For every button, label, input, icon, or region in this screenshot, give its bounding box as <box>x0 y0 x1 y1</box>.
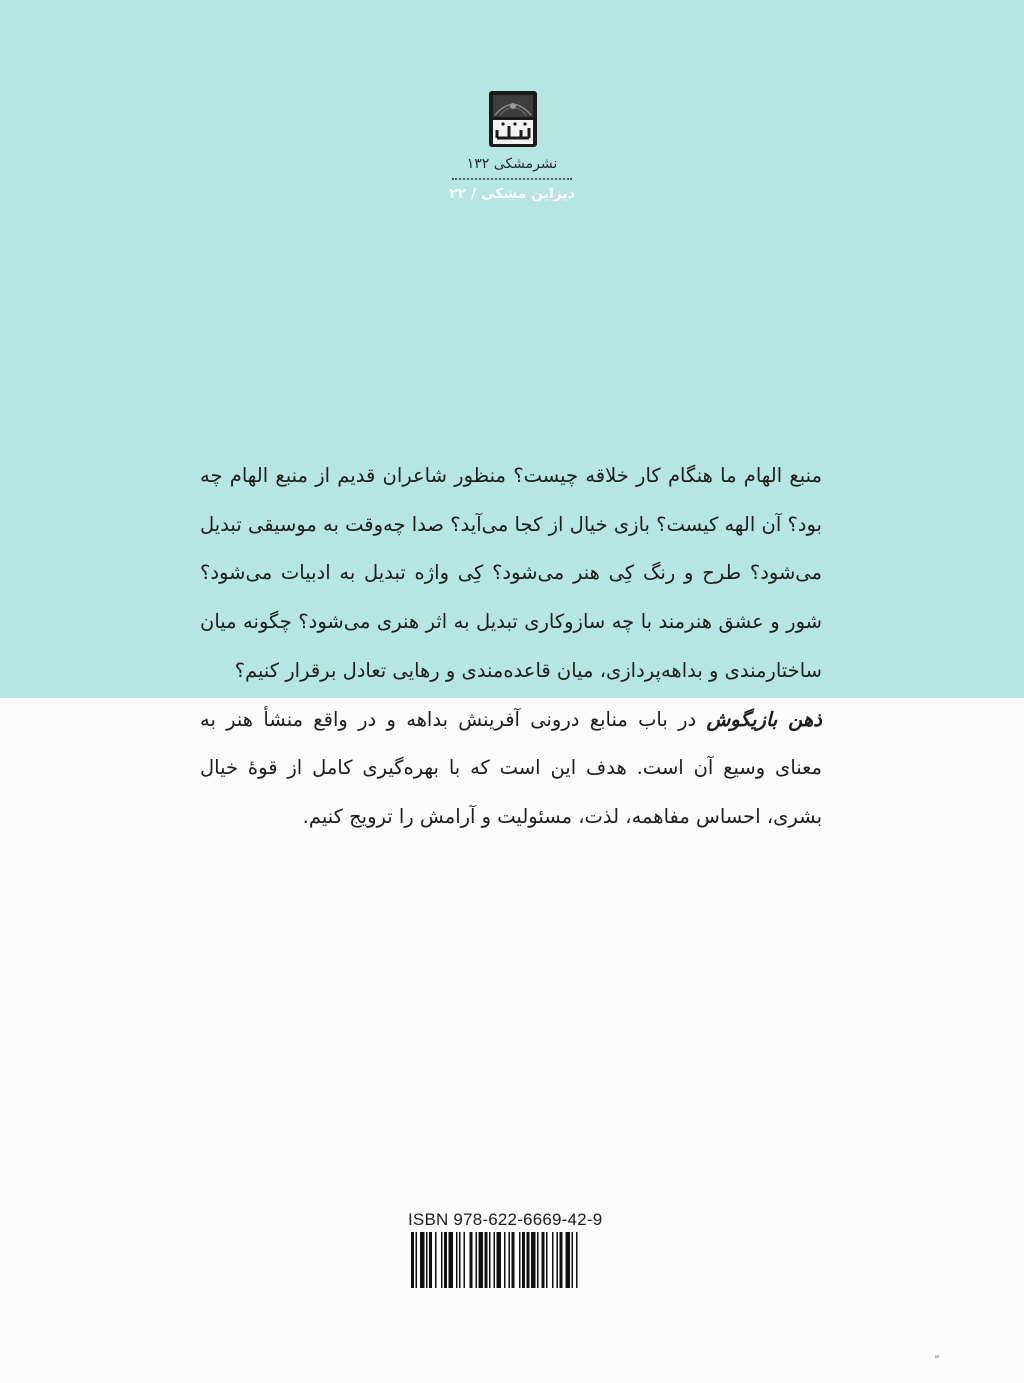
blurb-paragraph-1: منبع الهام ما هنگام کار خلاقه چیست؟ منظور شاعران قدیم از منبع الهام چه بود؟ آن الهه کیست؟ بازی خیال از کجا می‌آید؟ صدا چه‌وقت به موسیقی تبدیل می‌شود؟ طرح و رنگ کِی هنر می‌شود؟ کِی واژه تبدیل به ادبیات می‌شود؟ شور و عشق هنرمند با چه سازوکاری تبدیل به اثر هنری می‌شود؟ چگونه میان ساختارمندی و بداهه‌پردازی، میان قاعده‌مندی و رهایی تعادل برقرار کنیم؟ <box>200 464 822 682</box>
series-design-label: دیزاین مشکی / ۲۲ <box>449 186 575 202</box>
publisher-seal-icon <box>488 90 538 148</box>
barcode-image <box>411 1232 623 1288</box>
book-title: ذهن بازیگوش <box>706 707 822 731</box>
dotted-divider <box>452 178 572 180</box>
blurb-paragraph-2-text: در باب منابع درونی آفرینش بداهه و در واقع منشأ هنر به معنای وسیع آن است. هدف این است که با بهره‌گیری کامل از قوۀ خیال بشری، احساس مفاهمه، لذت، مسئولیت و آرامش را ترویج کنیم. <box>200 707 822 828</box>
back-cover-blurb <box>200 452 822 842</box>
isbn-number: ISBN 978-622-6669-42-9 <box>408 1210 603 1229</box>
series-number: نشرمشکی ۱۳۲ <box>466 156 558 172</box>
blurb-paragraph-2 <box>200 696 822 842</box>
